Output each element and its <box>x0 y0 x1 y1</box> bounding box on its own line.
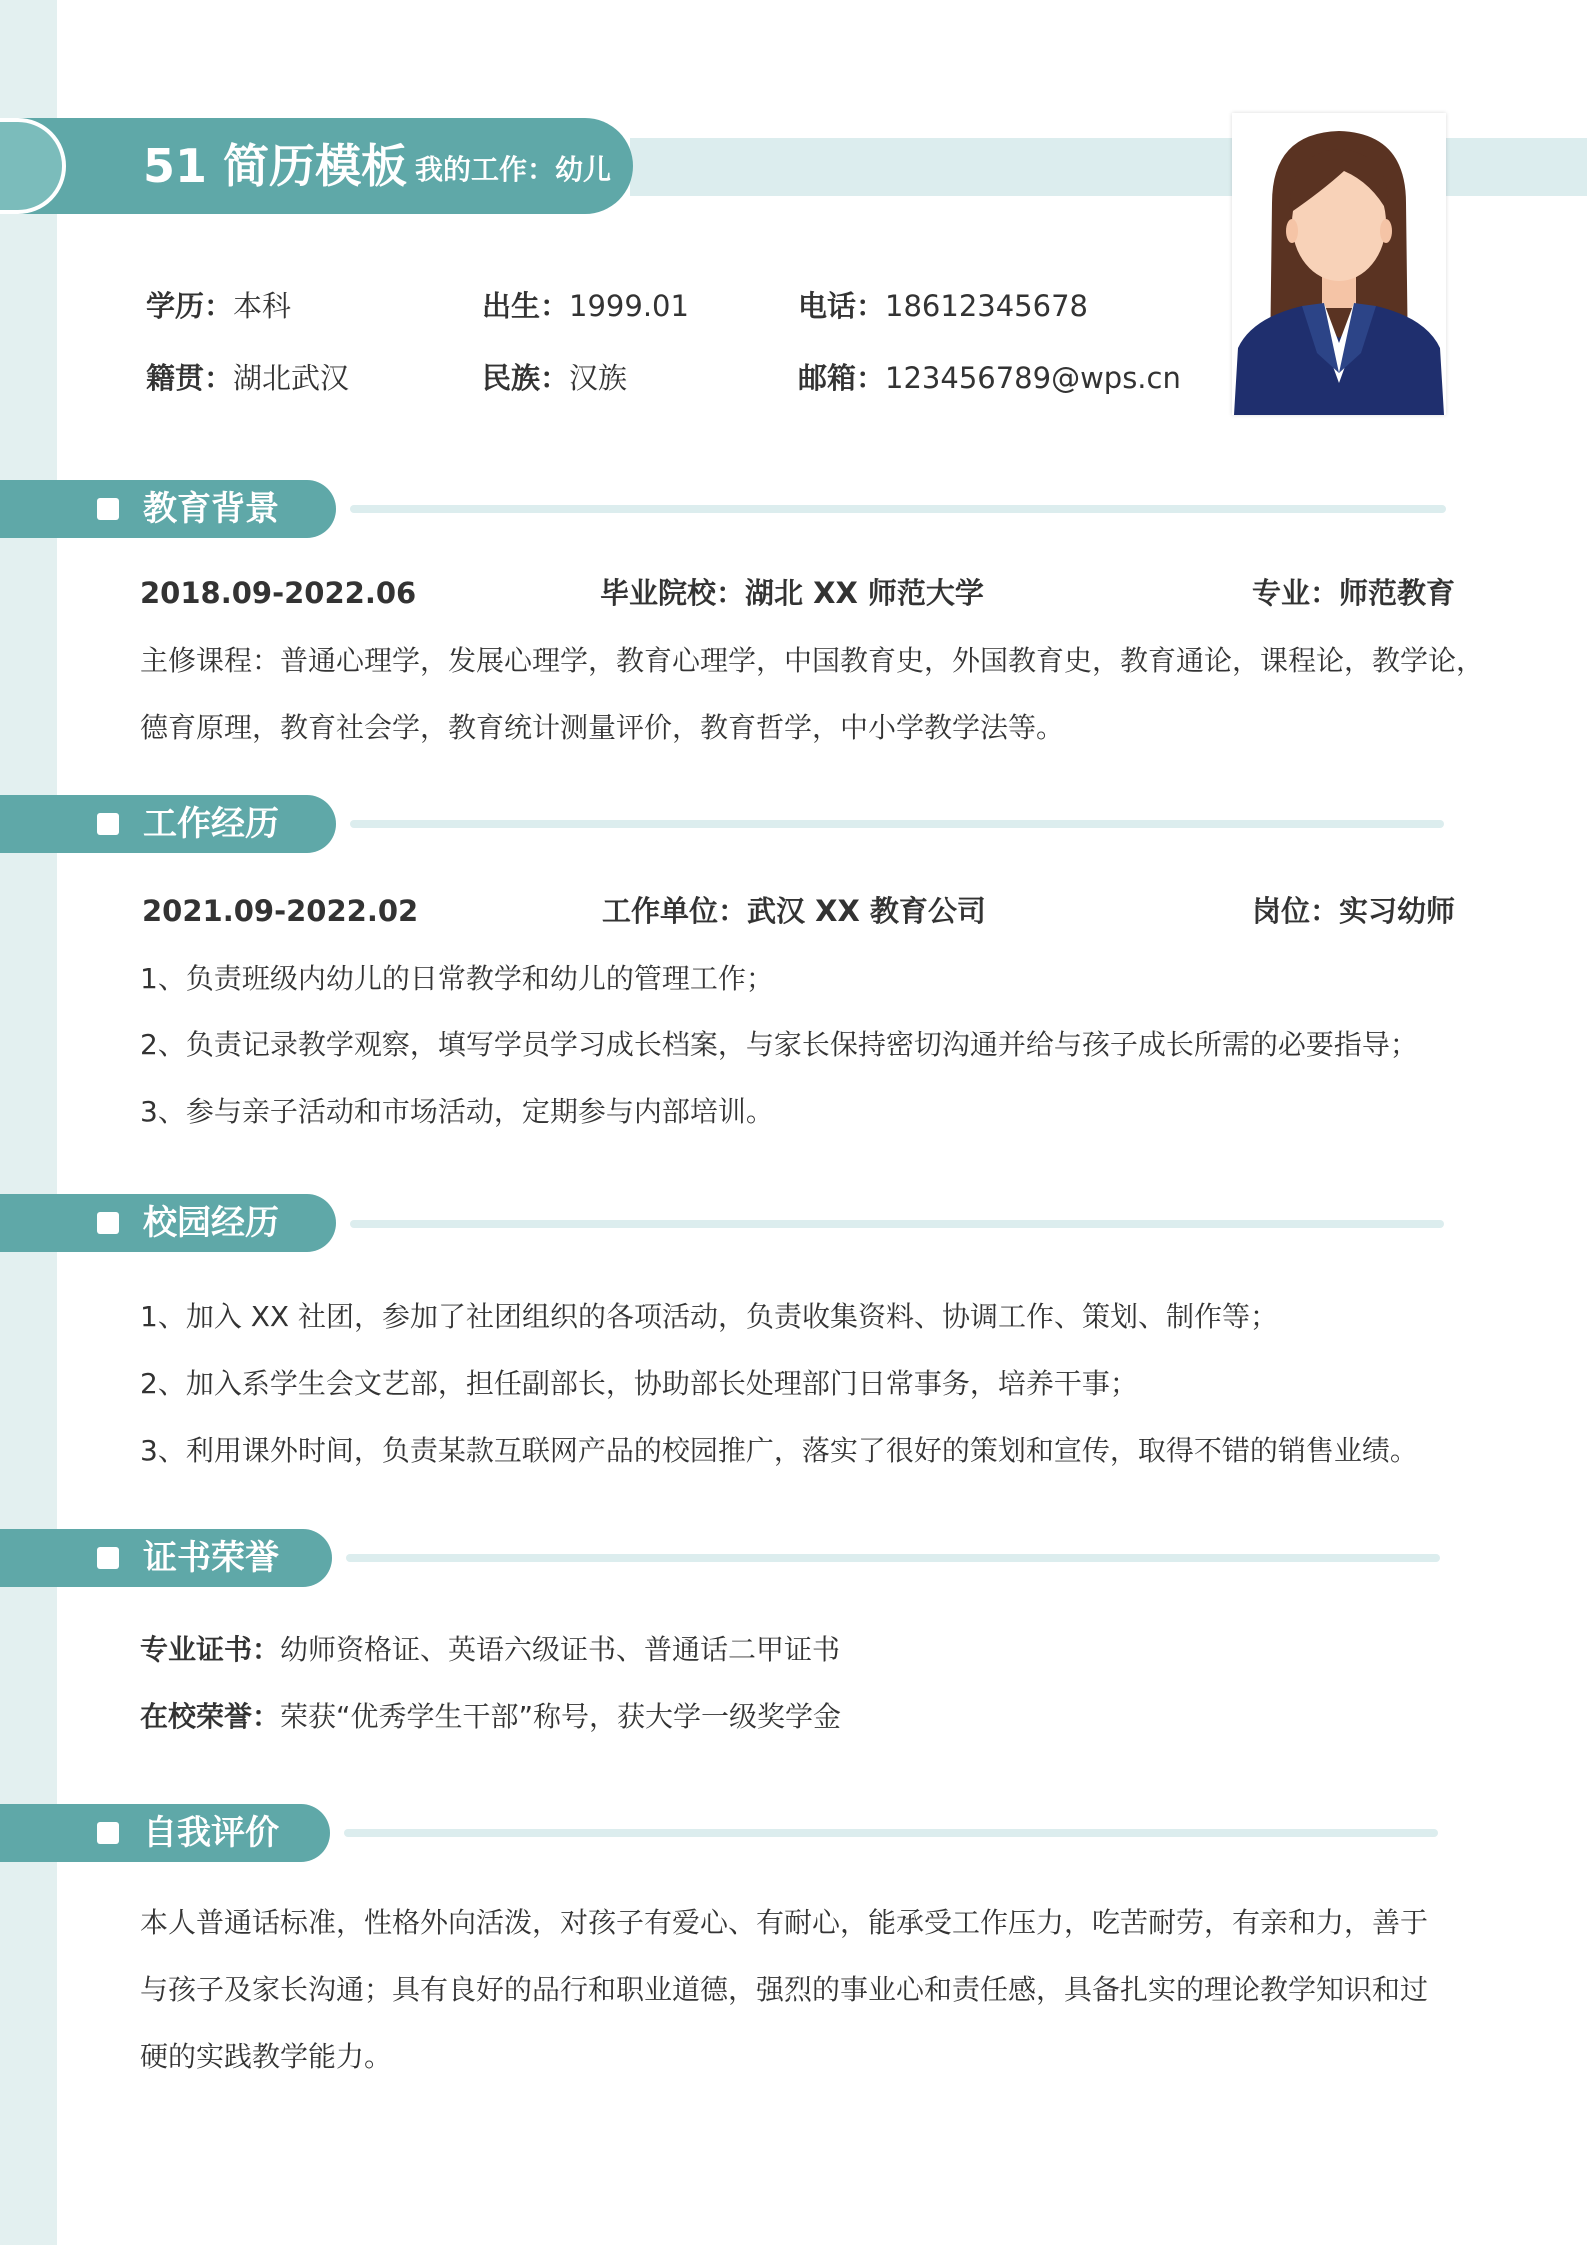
campus-divider <box>350 1220 1444 1228</box>
work-item: 1、负责班级内幼儿的日常教学和幼儿的管理工作； <box>140 962 774 995</box>
certificate-icon <box>97 1547 119 1569</box>
info-birth-value: 1999.01 <box>569 289 689 323</box>
info-ethnicity <box>482 358 627 398</box>
campus-item: 3、利用课外时间，负责某款互联网产品的校园推广，落实了很好的策划和宣传，取得不错的销售业绩。 <box>140 1434 1418 1467</box>
certs-divider <box>346 1554 1440 1562</box>
education-title: 教育背景 <box>143 489 279 529</box>
self-title: 自我评价 <box>143 1813 279 1853</box>
self-divider <box>344 1829 1438 1837</box>
left-decor-stripe <box>0 0 57 2245</box>
info-email-label: 邮箱： <box>798 361 886 395</box>
comment-icon <box>97 1822 119 1844</box>
layers-icon <box>97 1212 119 1234</box>
education-courses-line2: 德育原理，教育社会学，教育统计测量评价，教育哲学，中小学教学法等。 <box>140 711 1065 744</box>
info-birth <box>482 286 689 326</box>
work-divider <box>350 820 1444 828</box>
work-item: 3、参与亲子活动和市场活动，定期参与内部培训。 <box>140 1095 774 1128</box>
work-position: 岗位：实习幼师 <box>1252 894 1456 928</box>
cert-row <box>140 1630 840 1670</box>
work-title: 工作经历 <box>143 804 279 844</box>
education-major: 专业：师范教育 <box>1252 576 1456 610</box>
info-ethnicity-value: 汉族 <box>569 361 628 395</box>
education-icon <box>97 498 119 520</box>
info-education <box>146 286 291 326</box>
certs-title: 证书荣誉 <box>143 1538 279 1578</box>
info-hometown-value: 湖北武汉 <box>233 361 350 395</box>
education-school: 毕业院校：湖北 XX 师范大学 <box>600 576 984 610</box>
honor-row <box>140 1697 841 1737</box>
campus-item: 2、加入系学生会文艺部，担任副部长，协助部长处理部门日常事务，培养干事； <box>140 1367 1138 1400</box>
info-hometown <box>146 358 349 398</box>
self-line3: 硬的实践教学能力。 <box>140 2040 393 2073</box>
info-email-value: 123456789@wps.cn <box>885 361 1181 395</box>
info-email <box>798 358 1181 398</box>
cert-label: 专业证书： <box>140 1633 281 1666</box>
work-company: 工作单位：武汉 XX 教育公司 <box>602 894 986 928</box>
campus-title: 校园经历 <box>143 1203 279 1243</box>
profile-photo <box>1232 113 1446 415</box>
info-phone-label: 电话： <box>798 289 886 323</box>
education-divider <box>350 505 1446 513</box>
self-line2: 与孩子及家长沟通；具有良好的品行和职业道德，强烈的事业心和责任感，具备扎实的理论教学知识和过 <box>140 1973 1429 2006</box>
info-phone-value: 18612345678 <box>885 289 1088 323</box>
honor-label: 在校荣誉： <box>140 1700 281 1733</box>
cert-value: 幼师资格证、英语六级证书、普通话二甲证书 <box>280 1633 841 1666</box>
campus-item: 1、加入 XX 社团，参加了社团组织的各项活动，负责收集资料、协调工作、策划、制作等； <box>140 1300 1278 1333</box>
self-line1: 本人普通话标准，性格外向活泼，对孩子有爱心、有耐心，能承受工作压力，吃苦耐劳，有亲和力，善于 <box>140 1906 1429 1939</box>
info-hometown-label: 籍贯： <box>146 361 234 395</box>
info-education-label: 学历： <box>146 289 234 323</box>
info-birth-label: 出生： <box>482 289 570 323</box>
info-phone <box>798 286 1088 326</box>
education-courses-line1: 主修课程：普通心理学，发展心理学，教育心理学，中国教育史，外国教育史，教育通论，课程论，教学论， <box>140 644 1485 677</box>
briefcase-icon <box>97 813 119 835</box>
avatar-illustration <box>1232 113 1446 415</box>
work-item: 2、负责记录教学观察，填写学员学习成长档案，与家长保持密切沟通并给与孩子成长所需的必要指导； <box>140 1028 1418 1061</box>
resume-title: 51 简历模板 <box>143 139 408 193</box>
info-ethnicity-label: 民族： <box>482 361 570 395</box>
work-period: 2021.09-2022.02 <box>142 894 419 928</box>
education-period: 2018.09-2022.06 <box>140 576 417 610</box>
job-target: 我的工作：幼儿 <box>415 153 612 186</box>
honor-value: 荣获“优秀学生干部”称号，获大学一级奖学金 <box>280 1700 842 1733</box>
info-education-value: 本科 <box>233 289 292 323</box>
